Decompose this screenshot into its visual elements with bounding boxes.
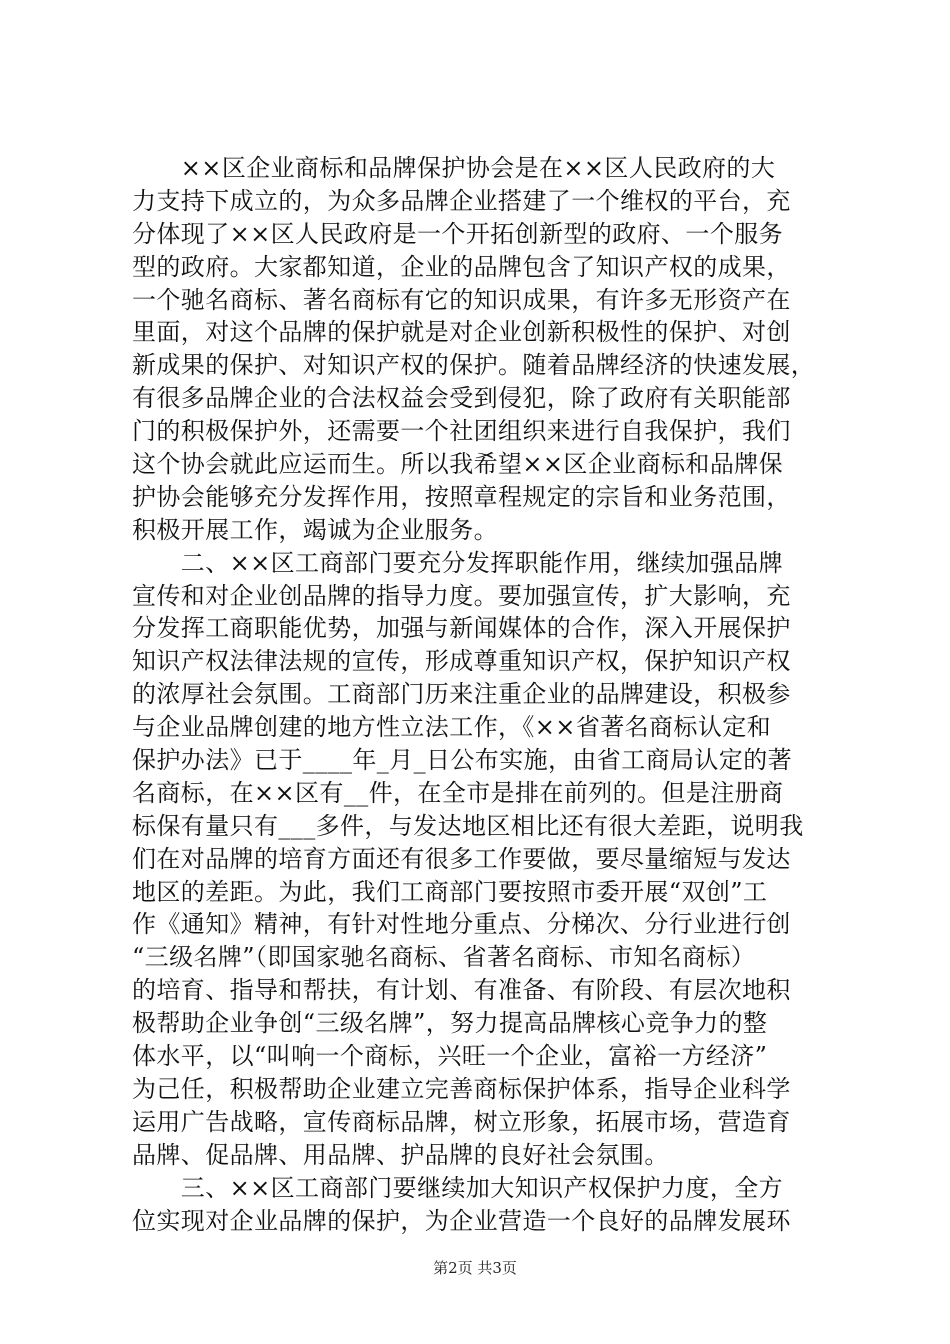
text-line: 作《通知》精神，有针对性地分重点、分梯次、分行业进行创 — [132, 910, 791, 939]
text-line: 保护办法》已于____年_月_日公布实施，由省工商局认定的著 — [132, 746, 792, 775]
text-line: 型的政府。大家都知道，企业的品牌包含了知识产权的成果， — [132, 252, 791, 281]
text-line: 二、××区工商部门要充分发挥职能作用，继续加强品牌 — [132, 548, 784, 577]
text-line: 知识产权法律法规的宣传，形成尊重知识产权，保护知识产权 — [132, 647, 791, 676]
text-line: 们在对品牌的培育方面还有很多工作要做，要尽量缩短与发达 — [132, 844, 791, 873]
text-line: 的浓厚社会氛围。工商部门历来注重企业的品牌建设，积极参 — [132, 680, 791, 709]
text-line: 有很多品牌企业的合法权益会受到侵犯，除了政府有关职能部 — [132, 384, 791, 413]
text-line: 运用广告战略，宣传商标品牌，树立形象，拓展市场，营造育 — [132, 1107, 791, 1136]
page-footer: 第2页 共3页 — [433, 1259, 517, 1277]
text-line: 与企业品牌创建的地方性立法工作，《××省著名商标认定和 — [132, 713, 772, 742]
text-line: 体水平，以“叫响一个商标，兴旺一个企业，富裕一方经济” — [132, 1042, 768, 1071]
text-line: 门的积极保护外，还需要一个社团组织来进行自我保护，我们 — [132, 417, 791, 446]
text-line: 品牌、促品牌、用品牌、护品牌的良好社会氛围。 — [132, 1140, 669, 1169]
text-line: ××区企业商标和品牌保护协会是在××区人民政府的大 — [132, 154, 776, 182]
text-line: 地区的差距。为此，我们工商部门要按照市委开展“双创”工 — [132, 877, 768, 906]
text-line: 极帮助企业争创“三级名牌”，努力提高品牌核心竞争力的整 — [132, 1009, 768, 1038]
text-line: 新成果的保护、对知识产权的保护。随着品牌经济的快速发展， — [132, 351, 816, 380]
text-line: 名商标，在××区有__件，在全市是排在前列的。但是注册商 — [132, 778, 784, 807]
text-line: 里面，对这个品牌的保护就是对企业创新积极性的保护、对创 — [132, 318, 791, 347]
text-line: 位实现对企业品牌的保护，为企业营造一个良好的品牌发展环 — [132, 1206, 791, 1235]
text-line: “三级名牌”（即国家驰名商标、省著名商标、市知名商标） — [132, 943, 756, 972]
text-line: 力支持下成立的，为众多品牌企业搭建了一个维权的平台，充 — [132, 186, 791, 215]
text-line: 为己任，积极帮助企业建立完善商标保护体系，指导企业科学 — [132, 1074, 791, 1103]
text-line: 标保有量只有___多件，与发达地区相比还有很大差距，说明我 — [132, 811, 804, 840]
text-line: 的培育、指导和帮扶，有计划、有准备、有阶段、有层次地积 — [132, 976, 791, 1005]
document-body — [132, 152, 838, 1237]
text-line: 宣传和对企业创品牌的指导力度。要加强宣传，扩大影响，充 — [132, 581, 791, 610]
text-line: 分体现了××区人民政府是一个开拓创新型的政府、一个服务 — [132, 219, 784, 248]
text-line: 护协会能够充分发挥作用，按照章程规定的宗旨和业务范围， — [132, 482, 791, 511]
text-line: 一个驰名商标、著名商标有它的知识成果，有许多无形资产在 — [132, 285, 791, 314]
text-line: 三、××区工商部门要继续加大知识产权保护力度，全方 — [132, 1173, 784, 1202]
text-line: 分发挥工商职能优势，加强与新闻媒体的合作，深入开展保护 — [132, 614, 791, 643]
text-line: 这个协会就此应运而生。所以我希望××区企业商标和品牌保 — [132, 450, 784, 479]
text-line: 积极开展工作，竭诚为企业服务。 — [132, 515, 498, 544]
